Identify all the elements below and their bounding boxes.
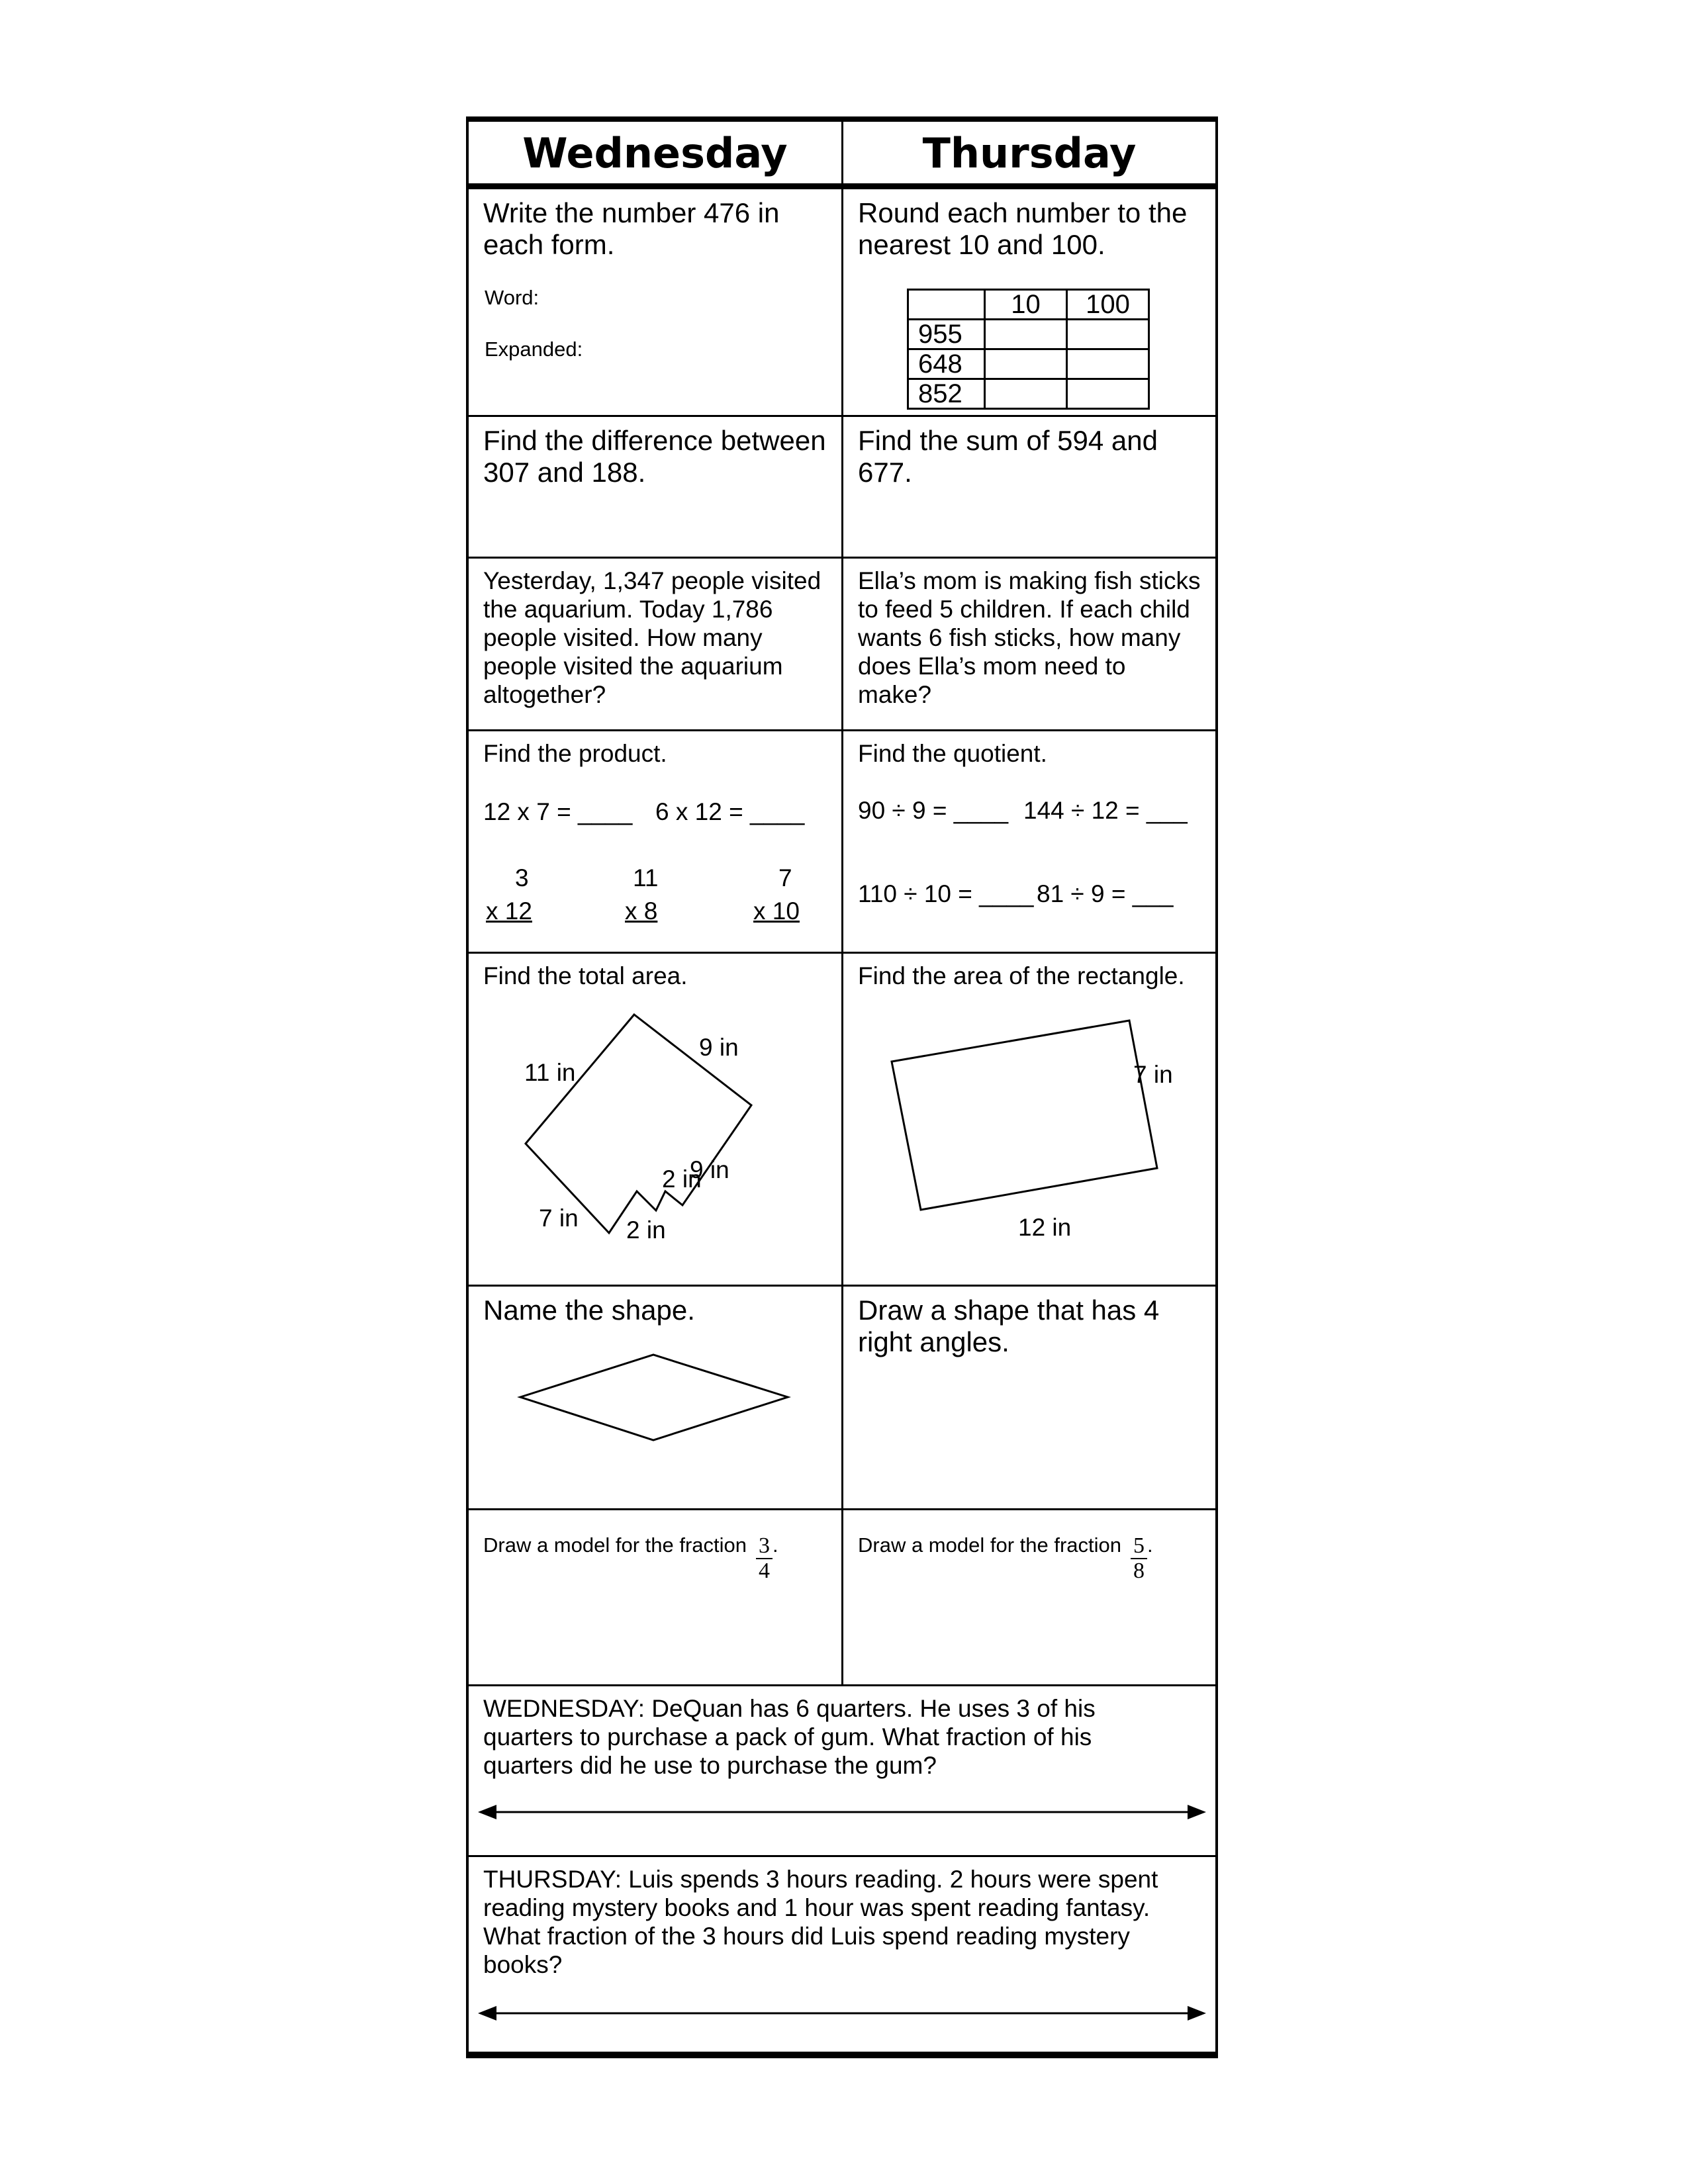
rhombus <box>520 1355 788 1440</box>
header-thursday: Thursday <box>922 128 1137 177</box>
equation: 6 x 12 = ____ <box>655 798 805 825</box>
wednesday-word-problem: WEDNESDAY: DeQuan has 6 quarters. He uses 3 of his quarters to purchase a pack of gum. What fraction of his quarters did he use to purchase the gum? <box>483 1695 1096 1779</box>
answer-cell[interactable] <box>1067 379 1149 409</box>
worksheet <box>466 116 1218 2058</box>
thu-sum-cell <box>843 417 1215 557</box>
label-7in: 7 in <box>539 1205 579 1232</box>
table-number-cell: 955 <box>908 320 985 349</box>
wed-name-shape-cell <box>469 1287 841 1508</box>
equation: 81 ÷ 9 = ___ <box>1037 880 1174 907</box>
fraction-denominator: 8 <box>1133 1559 1145 1583</box>
answer-cell[interactable] <box>985 379 1067 409</box>
wed-write-number-prompt: Write the number 476 in each form. <box>483 197 780 260</box>
answer-cell[interactable] <box>985 349 1067 379</box>
vertical-bottom: x 10 <box>753 897 800 925</box>
table-row <box>908 320 1149 349</box>
rounding-table <box>907 289 1150 410</box>
wed-fraction-prompt-line <box>483 1522 827 1583</box>
thu-rounding-prompt: Round each number to the nearest 10 and 100. <box>858 197 1188 260</box>
rectangle-figure <box>843 954 1215 1285</box>
fraction-numerator: 5 <box>1131 1534 1147 1559</box>
table-header-cell: 10 <box>985 290 1067 320</box>
wed-aquarium-cell <box>469 559 841 729</box>
thu-fraction-prompt-line <box>858 1522 1201 1583</box>
equation: 12 x 7 = ____ <box>483 798 633 825</box>
wed-product-cell <box>469 731 841 952</box>
wed-difference-prompt: Find the difference between 307 and 188. <box>483 425 826 488</box>
thursday-word-problem: THURSDAY: Luis spends 3 hours reading. 2 hours were spent reading mystery books and 1 hour was spent reading fantasy. What fraction of the 3 hours did Luis spend reading mystery books? <box>483 1866 1158 1978</box>
equation: 144 ÷ 12 = ___ <box>1023 797 1188 824</box>
right-border <box>1215 116 1218 2058</box>
table-number-cell: 852 <box>908 379 985 409</box>
equation: 110 ÷ 10 = ____ <box>858 880 1034 907</box>
wednesday-word-problem-cell <box>469 1686 1215 1855</box>
header-wednesday: Wednesday <box>522 128 788 177</box>
wed-name-shape-prompt: Name the shape. <box>483 1295 695 1326</box>
fraction-period: . <box>773 1533 778 1557</box>
vertical-top: 3 <box>515 864 529 891</box>
table-row <box>908 349 1149 379</box>
wed-difference-cell <box>469 417 841 557</box>
fraction-prompt: Draw a model for the fraction <box>483 1533 747 1557</box>
table-header-cell: 100 <box>1067 290 1149 320</box>
fraction-denominator: 4 <box>759 1559 771 1583</box>
thu-draw-shape-prompt: Draw a shape that has 4 right angles. <box>858 1295 1160 1357</box>
thu-fraction-model-cell <box>843 1510 1215 1684</box>
answer-cell[interactable] <box>1067 320 1149 349</box>
thu-rectangle-area-cell <box>843 954 1215 1285</box>
equation: 90 ÷ 9 = ____ <box>858 797 1009 824</box>
bottom-border <box>466 2052 1218 2058</box>
answer-cell[interactable] <box>985 320 1067 349</box>
label-2in-upper: 2 in <box>662 1165 702 1193</box>
vertical-top: 11 <box>633 864 659 891</box>
label-12in: 12 in <box>1018 1214 1072 1241</box>
tilted-rectangle <box>892 1021 1157 1210</box>
thu-fish-sticks-cell <box>843 559 1215 729</box>
fraction-prompt: Draw a model for the fraction <box>858 1533 1122 1557</box>
wed-total-area-cell <box>469 954 841 1285</box>
wed-fraction-model-cell <box>469 1510 841 1684</box>
fraction-three-quarters <box>756 1534 773 1583</box>
number-line-arrow <box>469 2000 1215 2026</box>
expanded-label: Expanded: <box>485 338 583 361</box>
label-9in-right: 9 in <box>690 1156 729 1183</box>
thu-fish-sticks-prompt: Ella’s mom is making fish sticks to feed 5 children. If each child wants 6 fish sticks, how many does Ella’s mom need to make? <box>858 567 1201 708</box>
label-9in-top: 9 in <box>699 1034 739 1061</box>
vertical-top: 7 <box>778 864 792 891</box>
fraction-numerator: 3 <box>756 1534 773 1559</box>
table-row <box>908 379 1149 409</box>
table-header-cell <box>908 290 985 320</box>
thu-rectangle-area-prompt: Find the area of the rectangle. <box>858 962 1185 989</box>
wed-aquarium-prompt: Yesterday, 1,347 people visited the aquarium. Today 1,786 people visited. How many people visited the aquarium altogether? <box>483 567 821 708</box>
label-2in-lower: 2 in <box>626 1216 666 1244</box>
vertical-bottom: x 12 <box>486 897 532 925</box>
vertical-bottom: x 8 <box>625 897 658 925</box>
answer-cell[interactable] <box>1067 349 1149 379</box>
thursday-word-problem-cell <box>469 1857 1215 2052</box>
thu-rounding-cell <box>843 189 1215 415</box>
rhombus-figure <box>469 1287 841 1508</box>
wed-write-number-cell <box>469 189 841 415</box>
wed-product-prompt: Find the product. <box>483 740 667 767</box>
thu-draw-shape-cell <box>843 1287 1215 1508</box>
word-label: Word: <box>485 286 539 309</box>
table-number-cell: 648 <box>908 349 985 379</box>
wed-total-area-prompt: Find the total area. <box>483 962 688 989</box>
fraction-five-eighths <box>1131 1534 1147 1583</box>
fraction-period: . <box>1147 1533 1153 1557</box>
label-7in: 7 in <box>1133 1061 1173 1088</box>
thu-sum-prompt: Find the sum of 594 and 677. <box>858 425 1158 488</box>
label-11in: 11 in <box>524 1059 576 1086</box>
composite-shape-figure <box>469 954 841 1285</box>
thu-quotient-prompt: Find the quotient. <box>858 740 1047 767</box>
table-header-row <box>908 290 1149 320</box>
number-line-arrow <box>469 1799 1215 1825</box>
thu-quotient-cell <box>843 731 1215 952</box>
